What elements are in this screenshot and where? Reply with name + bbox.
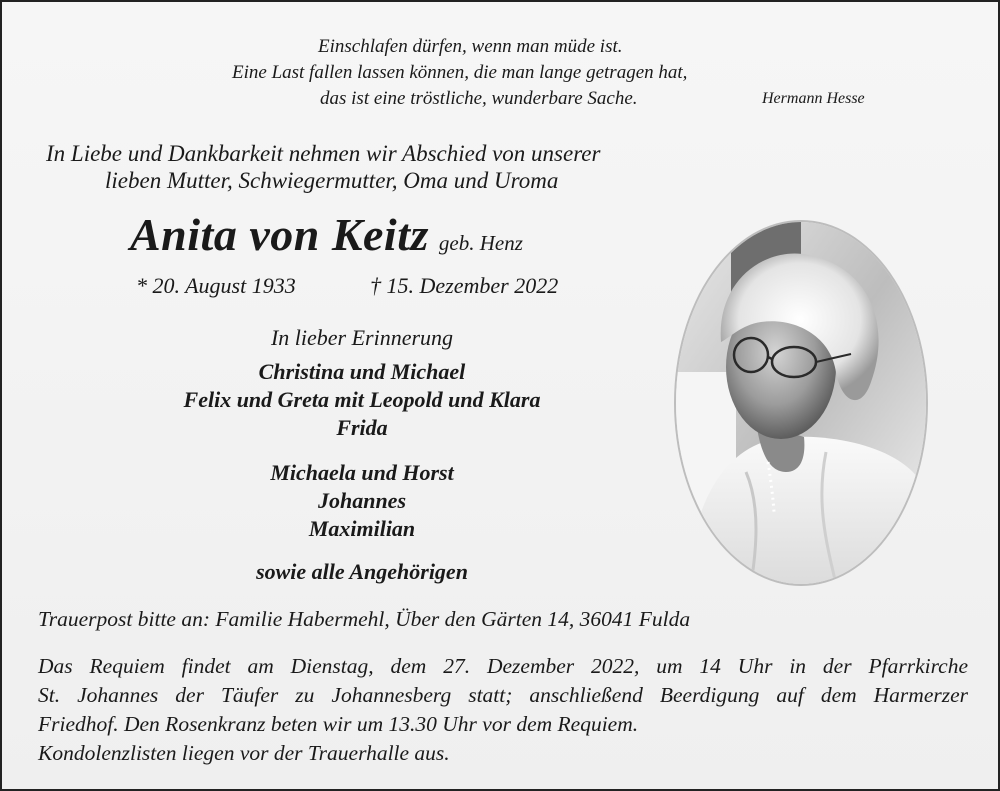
family-line: Felix und Greta mit Leopold und Klara xyxy=(183,387,541,412)
quote-line-1: Einschlafen dürfen, wenn man müde ist. xyxy=(318,36,623,57)
portrait-photo xyxy=(676,222,926,584)
quote-line-2: Eine Last fallen lassen können, die man lange getragen hat, xyxy=(232,62,688,83)
family-line: Michaela und Horst xyxy=(270,460,454,485)
family-group-2 xyxy=(102,459,622,543)
quote-author: Hermann Hesse xyxy=(762,90,865,107)
family-group-1 xyxy=(102,358,622,442)
quote-line-3: das ist eine tröstliche, wunderbare Sache. xyxy=(320,88,638,109)
death-date: † 15. Dezember 2022 xyxy=(370,273,559,298)
mail-address: Trauerpost bitte an: Familie Habermehl, Über den Gärten 14, 36041 Fulda xyxy=(38,607,691,631)
memory-heading: In lieber Erinnerung xyxy=(270,325,454,350)
family-line: Christina und Michael xyxy=(258,359,466,384)
intro-line-2: lieben Mutter, Schwiegermutter, Oma und Uroma xyxy=(105,168,559,193)
requiem-line: St. Johannes der Täufer zu Johannesberg statt; anschließend Beerdigung auf dem Harmerzer xyxy=(38,683,968,707)
family-line: Johannes xyxy=(317,488,407,513)
requiem-line: Das Requiem findet am Dienstag, dem 27. Dezember 2022, um 14 Uhr in der Pfarrkirche xyxy=(38,654,968,678)
deceased-name: Anita von Keitz xyxy=(130,209,429,260)
name-row xyxy=(130,208,523,261)
closing-relatives: sowie alle Angehörigen xyxy=(256,559,468,584)
family-line: Frida xyxy=(336,415,388,440)
family-line: Maximilian xyxy=(308,516,416,541)
requiem-line: Friedhof. Den Rosenkranz beten wir um 13.30 Uhr vor dem Requiem. xyxy=(38,712,639,736)
birth-name: geb. Henz xyxy=(438,231,523,255)
portrait-image xyxy=(676,222,926,584)
requiem-info xyxy=(38,652,968,768)
intro-line-1: In Liebe und Dankbarkeit nehmen wir Abschied von unserer xyxy=(46,141,601,166)
birth-date: * 20. August 1933 xyxy=(136,273,296,298)
requiem-line: Kondolenzlisten liegen vor der Trauerhalle aus. xyxy=(38,741,450,765)
